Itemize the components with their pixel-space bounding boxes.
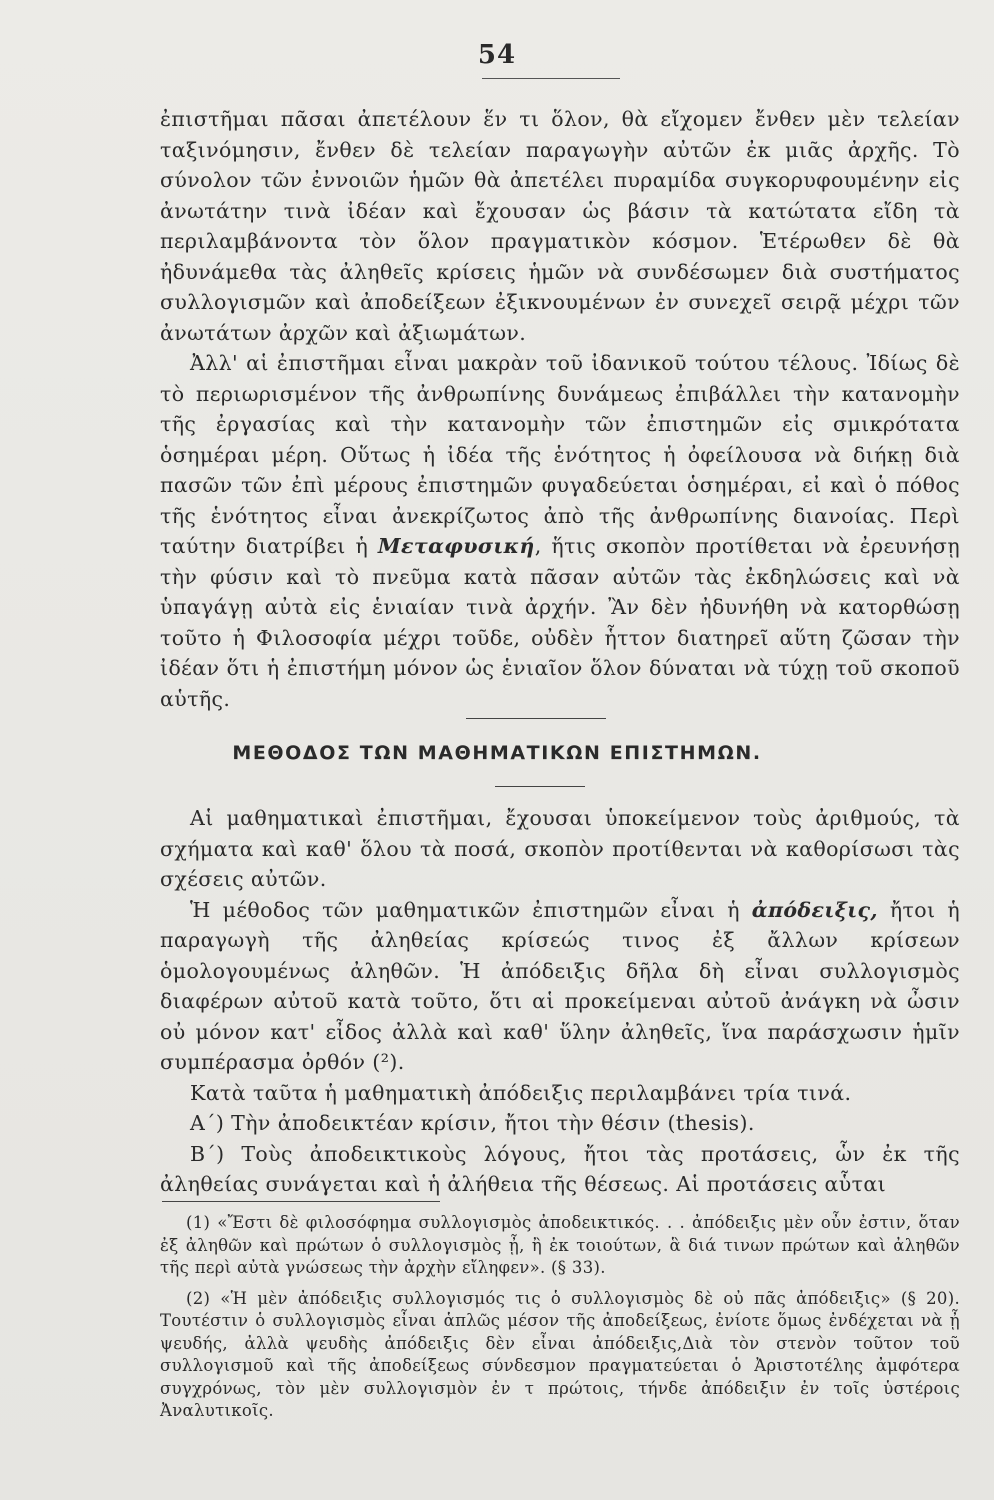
heading-underline — [495, 786, 585, 787]
paragraph-metaphysics — [160, 348, 960, 714]
list-item-b: Β΄) Τοὺς ἀποδεικτικοὺς λόγους, ἤτοι τὰς προτάσεις, ὧν ἐκ τῆς ἀληθείας συνάγεται καὶ ἡ ἀλήθεια τῆς θέσεως. Αἱ προτάσεις αὗται — [160, 1141, 960, 1196]
paragraph-continuation: ἐπιστῆμαι πᾶσαι ἀπετέλουν ἕν τι ὅλον, θὰ εἴχομεν ἔνθεν μὲν τελείαν ταξινόμησιν, ἔνθεν δὲ τελείαν παραγωγὴν αὐτῶν ἐκ μιᾶς ἀρχῆς. Τὸ σύνολον τῶν ἐννοιῶν ἡμῶν θὰ ἀπετέλει πυραμίδα συγκορυφουμένην εἰς ἀνωτάτην τινὰ ἰδέαν καὶ ἔχουσαν ὡς βάσιν τὰ κατώτατα εἴδη τὰ περιλαμβάνοντα τὸν ὅλον πραγματικὸν κόσμον. Ἑτέρωθεν δὲ θὰ ἠδυνάμεθα τὰς ἀληθεῖς κρίσεις ἡμῶν νὰ συνδέσωμεν διὰ συστήματος συλλογισμῶν καὶ ἀποδείξεων ἐξικνουμένων ἐν συνεχεῖ σειρᾷ μέχρι τῶν ἀνωτάτων ἀρχῶν καὶ ἀξιωμάτων. — [160, 107, 960, 345]
lower-text-block — [160, 803, 960, 1200]
term-metaphysics: Μεταφυσική — [377, 534, 535, 558]
paragraph-text: Ἡ μέθοδος τῶν μαθηματικῶν ἐπιστημῶν εἶναι ἡ — [190, 897, 752, 922]
section-heading: ΜΕΘΟΔΟΣ ΤΩΝ ΜΑΘΗΜΑΤΙΚΩΝ ΕΠΙΣΤΗΜΩΝ. — [232, 742, 762, 764]
term-apodeixis: ἀπόδειξις, — [751, 897, 878, 922]
paragraph-text-tail: ἤτοι ἡ παραγωγὴ τῆς ἀληθείας κρίσεώς τινος ἐξ ἄλλων κρίσεων ὁμολογουμένως ἀληθῶν. Ἡ ἀπόδειξις δῆλα δὴ εἶναι συλλογισμὸς διαφέρων αὐτοῦ κατὰ τοῦτο, ὅτι αἱ προκείμεναι αὐτοῦ ἀνάγκη νὰ ὦσιν οὐ μόνον κατ' εἶδος ἀλλὰ καὶ καθ' ὕλην ἀληθεῖς, ἵνα παράσχωσιν ἡμῖν συμπέρασμα ὀρθόν (²). — [160, 897, 961, 1074]
footnote-2: (2) «Ἡ μὲν ἀπόδειξις συλλογισμός τις ὁ συλλογισμὸς δὲ οὐ πᾶς ἀπόδειξις» (§ 20). Τουτέστιν ὁ συλλογισμὸς εἶναι ἁπλῶς μέσον τῆς ἀποδείξεως, ἐνίοτε ὅμως ἐνδέχεται νὰ ᾖ ψευδής, ἀλλὰ ψευδὴς ἀπόδειξις δὲν εἶναι ἀπόδειξις,Διὰ τὸν στενὸν τοῦτον τοῦ συλλογισμοῦ καὶ τῆς ἀποδείξεως σύνδεσμον πραγματεύεται ὁ Ἀριστοτέλης ἀμφότερα συγχρόνως, τὸν μὲν συλλογισμὸν ἐν τ πρώτοις, τήνδε ἀπόδειξιν ἐν τοῖς ὑστέροις Ἀναλυτικοῖς. — [160, 1288, 960, 1420]
paragraph-math-sciences: Αἱ μαθηματικαὶ ἐπιστῆμαι, ἔχουσαι ὑποκείμενον τοὺς ἀριθμούς, τὰ σχήματα καὶ καθ' ὅλου τὰ ποσά, σκοπὸν προτίθενται νὰ καθορίσωσι τὰς σχέσεις αὐτῶν. — [160, 806, 960, 891]
paragraph-method — [160, 895, 960, 1078]
footnotes — [160, 1212, 960, 1423]
footnote-rule — [162, 1201, 440, 1202]
paragraph-three-parts: Κατὰ ταῦτα ἡ μαθηματικὴ ἀπόδειξις περιλαμβάνει τρία τινά. — [190, 1080, 852, 1105]
upper-text-block — [160, 104, 960, 714]
page-number: 54 — [477, 40, 517, 70]
paragraph-text: Ἀλλ' αἱ ἐπιστῆμαι εἶναι μακρὰν τοῦ ἰδανικοῦ τούτου τέλους. Ἰδίως δὲ τὸ περιωρισμένον τῆς ἀνθρωπίνης δυνάμεως ἐπιβάλλει τὴν κατανομὴν τῆς ἐργασίας καὶ τὴν κατανομὴν τῶν ἐπιστημῶν εἰς σμικρότατα ὁσημέραι μέρη. Οὕτως ἡ ἰδέα τῆς ἑνότητος ἡ ὀφείλουσα νὰ διήκῃ διὰ πασῶν τῶν ἐπὶ μέρους ἐπιστημῶν φυγαδεύεται ὁσημέραι, εἰ καὶ ὁ πόθος τῆς ἑνότητος εἶναι ἀνεκρίζωτος ἀπὸ τῆς ἀνθρωπίνης διανοίας. Περὶ ταύτην διατρίβει ἡ — [160, 351, 960, 558]
footnote-1: (1) «Ἔστι δὲ φιλοσόφημα συλλογισμὸς ἀποδεικτικός. . . ἀπόδειξις μὲν οὖν ἐστιν, ὅταν ἐξ ἀληθῶν καὶ πρώτων ὁ συλλογισμὸς ᾖ, ἢ ἐκ τοιούτων, ἃ διά τινων πρώτων καὶ ἀληθῶν τῆς περὶ αὐτὰ γνώσεως τὴν ἀρχὴν εἴληφεν». (§ 33). — [160, 1213, 960, 1277]
section-divider — [466, 718, 606, 719]
paragraph-text-tail: , ἥτις σκοπὸν προτίθεται νὰ ἐρευνήσῃ τὴν φύσιν καὶ τὸ πνεῦμα κατὰ πᾶσαν αὐτῶν τὰς ἐκδηλώσεις καὶ νὰ ὑπαγάγῃ αὐτὰ εἰς ἑνιαίαν τινὰ ἀρχήν. Ἂν δὲν ἠδυνήθη νὰ κατορθώσῃ τοῦτο ἡ Φιλοσοφία μέχρι τοῦδε, οὐδὲν ἧττον διατηρεῖ αὕτη ζῶσαν τὴν ἰδέαν ὅτι ἡ ἐπιστήμη μόνον ὡς ἑνιαῖον ὅλον δύναται νὰ τύχῃ τοῦ σκοποῦ αὑτῆς. — [160, 534, 960, 711]
page-number-rule — [482, 78, 620, 79]
list-item-a: Α΄) Τὴν ἀποδεικτέαν κρίσιν, ἤτοι τὴν θέσιν (thesis). — [190, 1111, 755, 1135]
